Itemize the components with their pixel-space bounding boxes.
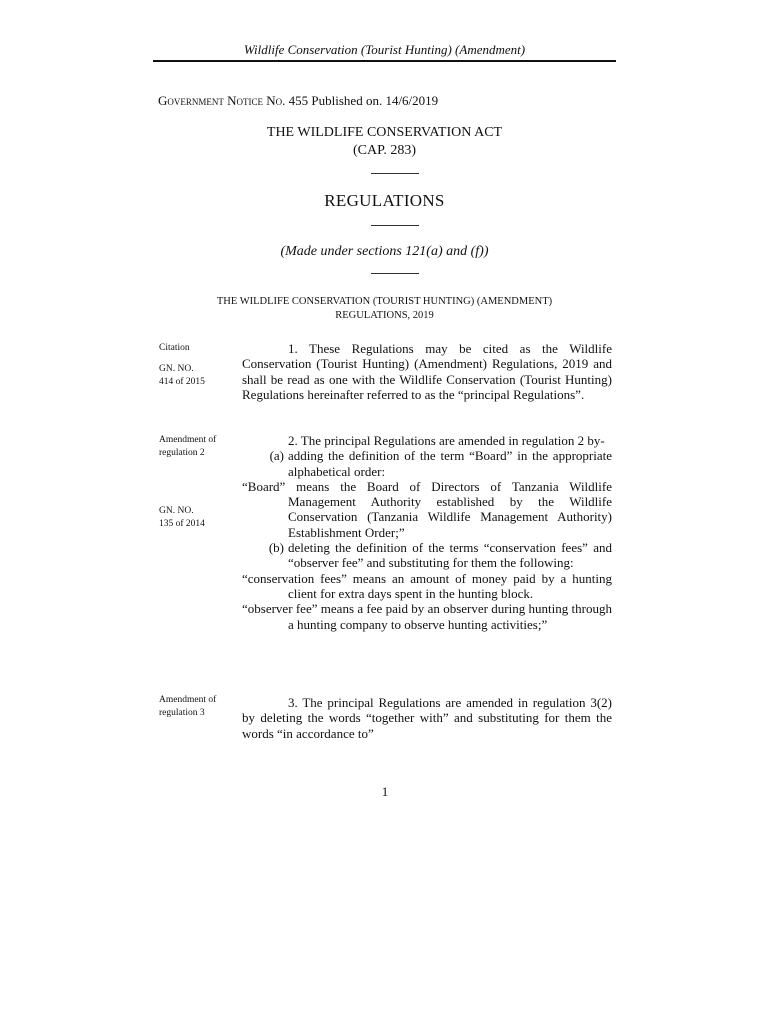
act-cap: (CAP. 283): [352, 143, 416, 158]
margin-note-gn-135: [159, 505, 237, 531]
section-3: [242, 695, 612, 741]
item-label: (b): [268, 540, 284, 556]
divider: [371, 173, 419, 174]
regulations-title-line2: REGULATIONS, 2019: [335, 310, 434, 321]
regulations-heading: REGULATIONS: [324, 191, 445, 210]
section-1: [242, 341, 612, 402]
regulations-title-line1: THE WILDLIFE CONSERVATION (TOURIST HUNTING) (AMENDMENT): [216, 296, 553, 307]
government-notice-label: Government Notice No.: [158, 93, 286, 108]
section-2-item-b: [242, 540, 612, 571]
margin-note-amendment-reg-2: [159, 434, 237, 460]
margin-note-line: Amendment of: [159, 435, 217, 445]
margin-note-line: Amendment of: [159, 695, 217, 705]
government-notice-line: [158, 93, 438, 109]
margin-note-citation: Citation: [159, 343, 190, 353]
margin-note-gn-414: [159, 363, 237, 389]
margin-note-line: GN. NO.: [159, 506, 194, 516]
act-name: THE WILDLIFE CONSERVATION ACT: [266, 125, 503, 140]
section-3-text: 3. The principal Regulations are amended in regulation 3(2) by deleting the words “together with” and substituting for them the words “in accordance to”: [242, 695, 612, 741]
margin-note-line: regulation 3: [159, 708, 205, 718]
margin-note-line: GN. NO.: [159, 364, 194, 374]
item-text: adding the definition of the term “Board” in the appropriate alphabetical order:: [288, 448, 612, 479]
definition-board: “Board” means the Board of Directors of Tanzania Wildlife Management Authority established by the Wildlife Conservation (Tanzania Wildlife Management Authority) Establishment Order;”: [242, 478, 612, 540]
margin-note-line: 135 of 2014: [159, 519, 205, 529]
definition-conservation-fees: “conservation fees” means an amount of money paid by a hunting client for extra days spent in the hunting block.: [242, 570, 612, 601]
section-2-intro: 2. The principal Regulations are amended in regulation 2 by-: [288, 433, 605, 448]
header-rule: [153, 60, 616, 62]
item-text: deleting the definition of the terms “conservation fees” and “observer fee” and substituting for them the following:: [288, 540, 612, 571]
section-2-item-a: [242, 448, 612, 479]
regulations-title: [153, 295, 616, 323]
act-title: [153, 124, 616, 160]
running-header: Wildlife Conservation (Tourist Hunting) (Amendment): [243, 42, 526, 57]
margin-note-amendment-reg-3: [159, 694, 237, 720]
made-under-line: (Made under sections 121(a) and (f)): [280, 244, 489, 259]
definition-observer-fee: “observer fee” means a fee paid by an observer during hunting through a hunting company to observe hunting activities;”: [242, 601, 612, 632]
divider: [371, 273, 419, 274]
item-label: (a): [269, 448, 284, 464]
section-1-text: 1. These Regulations may be cited as the Wildlife Conservation (Tourist Hunting) (Amendment) Regulations, 2019 and shall be read as one with the Wildlife Conservation (Tourist Hunting) Regulations hereinafter referred to as the “principal Regulations”.: [242, 341, 612, 402]
divider: [371, 225, 419, 226]
margin-note-line: regulation 2: [159, 448, 205, 458]
margin-note-line: 414 of 2015: [159, 377, 205, 387]
government-notice-number-date: 455 Published on. 14/6/2019: [288, 93, 439, 108]
section-2: [242, 433, 612, 632]
page-number: 1: [381, 784, 389, 799]
